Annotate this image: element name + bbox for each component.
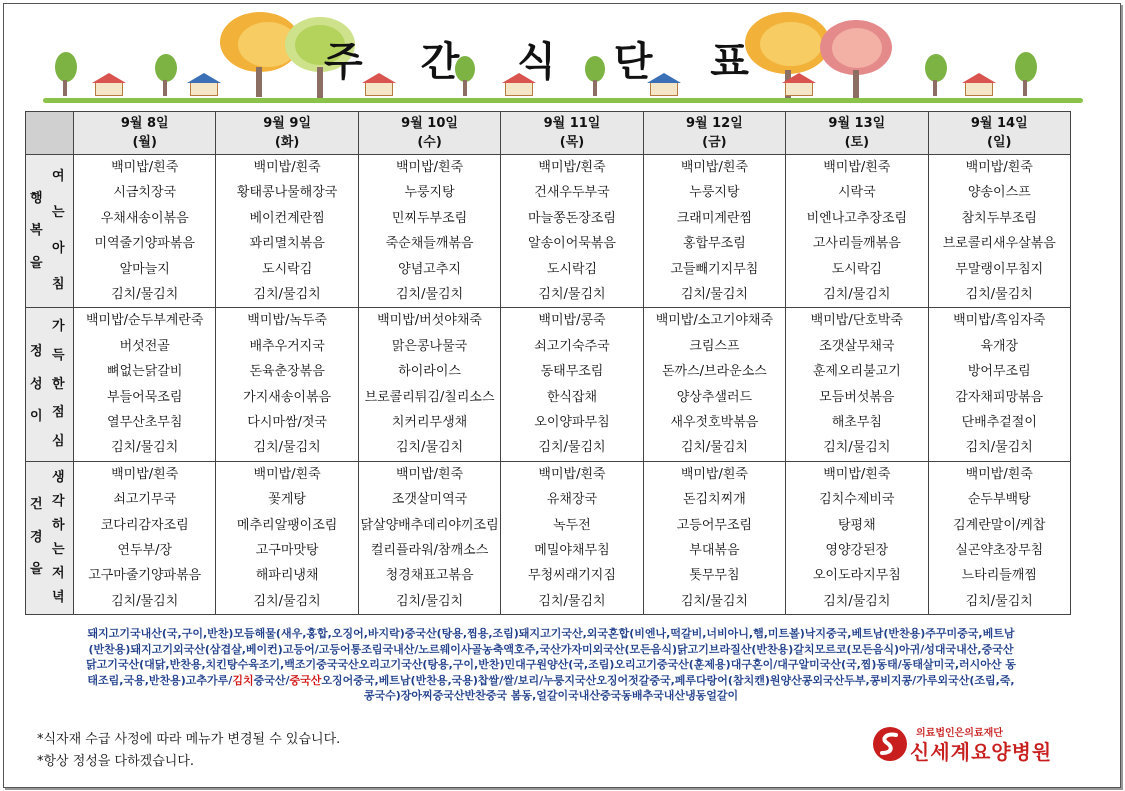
menu-item: 김치/물김치 (253, 593, 321, 609)
day-weekday: (수) (417, 135, 442, 150)
day-date: 9월 13일 (828, 116, 886, 131)
menu-item: 백미밥/소고기야채죽 (655, 313, 774, 329)
ingredient-origin-notes (36, 626, 1066, 704)
meal-label-char: 득 (52, 347, 65, 363)
day-header-row (26, 112, 1071, 155)
menu-item: 김치/물김치 (823, 286, 891, 302)
menu-item: 양념고추지 (398, 261, 461, 277)
menu-item: 청경채표고볶음 (385, 568, 474, 584)
menu-cell (643, 461, 785, 614)
menu-item: 오이양파무침 (534, 414, 610, 430)
menu-item: 백미밥/흰죽 (965, 466, 1033, 482)
meal-label-char: 정 (30, 344, 43, 360)
menu-item: 영양강된장 (825, 542, 889, 558)
meal-label-char: 성 (30, 376, 43, 392)
menu-item: 실곤약초장무침 (955, 542, 1044, 558)
menu-item: 알송이어묵볶음 (528, 236, 616, 252)
menu-item: 백미밥/단호박죽 (810, 313, 903, 329)
menu-item: 백미밥/흰죽 (680, 466, 748, 482)
origin-line: 콩국수)장아찌중국산반찬중국 봄동,얼갈이국내산중국동배추국내산냉동얼갈이 (363, 689, 739, 703)
menu-item: 닭살양배추데리야끼조림 (360, 517, 499, 533)
meal-label-char: 경 (30, 529, 43, 545)
day-header (501, 112, 643, 155)
menu-item: 고들빼기지무침 (670, 261, 759, 277)
menu-cell (216, 308, 358, 461)
menu-item: 고등어무조림 (676, 517, 753, 533)
day-date: 9월 10일 (401, 116, 458, 131)
menu-cell (501, 461, 643, 614)
menu-item: 김치/물김치 (111, 440, 179, 456)
menu-item: 누룽지탕 (689, 185, 740, 201)
origin-line (36, 673, 1066, 689)
menu-item: 크림스프 (689, 338, 740, 354)
menu-item: 방어무조림 (967, 364, 1031, 380)
meal-label-char: 하 (52, 517, 65, 533)
menu-cell (928, 461, 1070, 614)
menu-item: 톳무무침 (689, 568, 740, 584)
menu-cell (928, 308, 1070, 461)
header-banner (25, 12, 1070, 104)
menu-item: 백미밥/흰죽 (965, 160, 1033, 176)
day-header (74, 112, 216, 155)
menu-item: 김치/물김치 (253, 440, 321, 456)
menu-item: 시락국 (837, 185, 876, 201)
menu-item: 고구마맛탕 (255, 542, 319, 558)
menu-item: 백미밥/흰죽 (538, 160, 606, 176)
day-date: 9월 8일 (120, 116, 169, 131)
menu-item: 김치/물김치 (538, 286, 606, 302)
menu-change-notice: *식자재 수급 사정에 따라 메뉴가 변경될 수 있습니다. (37, 732, 341, 747)
menu-item: 홍합무조림 (683, 236, 746, 252)
menu-item: 부들어묵조림 (107, 389, 183, 405)
day-date: 9월 11일 (543, 116, 601, 131)
menu-item: 꽃게탕 (268, 492, 306, 508)
menu-item: 하이라이스 (398, 364, 461, 380)
menu-item: 돈까스/브라운소스 (661, 364, 767, 380)
day-header (928, 112, 1070, 155)
day-date: 9월 12일 (686, 116, 743, 131)
menu-item: 꽈리멸치볶음 (249, 236, 325, 252)
menu-item: 브로콜리새우살볶음 (942, 236, 1056, 252)
origin-text: 중국산/ (253, 673, 290, 687)
menu-item: 김계란말이/케찹 (953, 517, 1046, 533)
foundation-name: 의료법인은의료재단 (916, 728, 1003, 739)
menu-cell (358, 461, 500, 614)
menu-item: 감자채피망볶음 (955, 389, 1044, 405)
menu-item: 베이컨계란찜 (249, 210, 325, 226)
menu-item: 마늘쫑돈장조림 (528, 210, 616, 226)
menu-item: 모듬버섯볶음 (819, 389, 895, 405)
menu-item: 김치/물김치 (111, 286, 179, 302)
menu-item: 쇠고기숙주국 (534, 338, 610, 354)
menu-item: 동태무조림 (540, 364, 604, 380)
menu-item: 열무산초무침 (107, 414, 183, 430)
origin-line: (반찬용)돼지고기외국산(삼겹살,베이컨)고등어/고등어통조림국내산/노르웨이사골농축액호주,국산가자미외국산(모든음식)닭고기브라질산(반찬용)갈치모르코(모든음식)아귀/성대국내산,중국산 (88, 642, 1014, 656)
meal-label-char: 생 (52, 469, 65, 485)
day-header (786, 112, 928, 155)
menu-item: 죽순채들깨볶음 (385, 236, 474, 252)
menu-item: 탕평채 (837, 517, 876, 533)
day-weekday: (화) (274, 135, 300, 150)
meal-row (26, 155, 1071, 308)
menu-item: 우채새송이볶음 (100, 210, 189, 226)
menu-item: 고구마줄기양파볶음 (88, 568, 202, 584)
menu-item: 조갯살무채국 (819, 338, 895, 354)
menu-item: 백미밥/녹두죽 (247, 313, 327, 329)
menu-item: 시금치장국 (113, 185, 177, 201)
menu-cell (501, 308, 643, 461)
menu-item: 뼈없는닭갈비 (107, 364, 183, 380)
menu-item: 조갯살미역국 (391, 492, 468, 508)
menu-cell (74, 461, 216, 614)
meal-label-char: 저 (52, 566, 65, 582)
menu-item: 도시락김 (831, 261, 882, 277)
meal-label-char: 가 (52, 318, 65, 334)
menu-cell (643, 155, 785, 308)
menu-cell (74, 308, 216, 461)
origin-line: 돼지고기국내산(국,구이,반찬)모듬해물(새우,홍합,오징어,바지락)중국산(탕용,찜용,조림)돼지고기국산,외국혼합(비엔나,떡갈비,너비아니,햄,미트볼)낙지중국,베트남(반찬용)주꾸미중국,베트남 (87, 627, 1015, 640)
menu-item: 연두부/장 (117, 542, 173, 558)
meal-label-char: 건 (30, 497, 43, 513)
menu-item: 김치/물김치 (395, 286, 464, 302)
menu-item: 가지새송이볶음 (243, 389, 332, 405)
meal-label (26, 308, 74, 461)
meal-label-char: 점 (52, 405, 65, 421)
menu-item: 건새우두부국 (534, 185, 610, 201)
menu-item: 백미밥/흑임자죽 (953, 313, 1046, 329)
menu-item: 컬리플라워/참깨소스 (370, 542, 489, 558)
menu-item: 오이도라지무침 (812, 568, 901, 584)
hospital-logo (872, 722, 1072, 764)
menu-item: 느타리들깨찜 (961, 568, 1037, 584)
origin-text: 태조림,국용,반찬용)고추가루/ (87, 673, 233, 687)
menu-item: 백미밥/흰죽 (823, 160, 891, 176)
day-weekday: (토) (844, 135, 870, 150)
menu-item: 배추우거지국 (249, 338, 325, 354)
menu-item: 훈제오리불고기 (812, 364, 901, 380)
ground-decoration (43, 98, 1083, 103)
menu-item: 참치두부조림 (961, 210, 1037, 226)
day-weekday: (금) (702, 135, 727, 150)
meal-label-char: 녁 (52, 590, 65, 606)
meal-label-char: 아 (52, 241, 65, 257)
menu-item: 돈육춘장볶음 (249, 364, 325, 380)
menu-cell (358, 308, 500, 461)
menu-cell (358, 155, 500, 308)
meal-label (26, 461, 74, 614)
day-date: 9월 9일 (263, 116, 311, 131)
corner-cell (26, 112, 74, 155)
menu-item: 백미밥/흰죽 (111, 466, 179, 482)
menu-item: 쇠고기무국 (113, 492, 177, 508)
menu-item: 김치/물김치 (680, 286, 748, 302)
meal-label-char: 각 (52, 493, 65, 509)
menu-item: 김치/물김치 (965, 440, 1033, 456)
menu-cell (786, 308, 928, 461)
hospital-name: 신세계요양병원 (910, 740, 1053, 764)
menu-item: 김치/물김치 (823, 440, 891, 456)
meal-label-char: 는 (52, 542, 65, 557)
menu-item: 브로콜리튀김/칠리소스 (364, 389, 495, 405)
menu-item: 누룽지탕 (404, 185, 455, 201)
menu-item: 코다리감자조림 (100, 517, 189, 533)
menu-cell (216, 155, 358, 308)
menu-item: 김치/물김치 (680, 440, 748, 456)
menu-item: 백미밥/흰죽 (538, 466, 606, 482)
menu-item: 백미밥/흰죽 (253, 466, 321, 482)
menu-item: 한식잡채 (546, 389, 598, 405)
menu-cell (501, 155, 643, 308)
menu-item: 백미밥/흰죽 (111, 160, 179, 176)
page-title: 주 간 식 단 표 (324, 39, 771, 85)
day-header (643, 112, 785, 155)
menu-item: 도시락김 (546, 261, 598, 277)
menu-cell (786, 461, 928, 614)
menu-cell (928, 155, 1070, 308)
menu-item: 백미밥/흰죽 (823, 466, 891, 482)
menu-item: 해초무침 (831, 414, 882, 430)
hospital-emblem-icon (872, 726, 908, 762)
menu-item: 버섯전골 (119, 338, 170, 354)
meal-label-char: 심 (52, 434, 65, 450)
menu-item: 양송이스프 (967, 185, 1031, 201)
menu-item: 크래미계란찜 (676, 210, 753, 226)
origin-text: 오징어중국,베트남(반찬용,국용)찹쌀/쌀/보리/누룽지국산오징어젓갈중국,페루다랑어(참치캔)원양산콩외국산두부,콩비지콩/가루외국산(조림,죽, (321, 673, 1015, 687)
menu-item: 다시마쌈/젓국 (247, 414, 327, 430)
menu-item: 김치/물김치 (823, 593, 891, 609)
menu-item: 맑은콩나물국 (391, 338, 468, 354)
meal-label-char: 을 (30, 562, 43, 578)
menu-item: 김치/물김치 (538, 593, 606, 609)
menu-item: 메추리알팽이조림 (236, 517, 338, 533)
menu-item: 백미밥/흰죽 (395, 466, 464, 482)
menu-item: 김치수제비국 (819, 492, 895, 508)
menu-item: 부대볶음 (689, 542, 740, 558)
weekly-menu-table (25, 111, 1071, 615)
menu-item: 단배추겉절이 (961, 414, 1037, 430)
menu-item: 김치/물김치 (395, 593, 464, 609)
meal-label (26, 155, 74, 308)
origin-line: 닭고기국산(대닭,반찬용,치킨탕수육조기,백조기중국국산오리고기국산(탕용,구이,반찬)민대구원양산(국,조림)오리고기중국산(훈제용)대구혼이/대구알미국산(국,찜)동태/동태살미국,러시아산 동 (86, 658, 1016, 672)
menu-cell (74, 155, 216, 308)
day-weekday: (목) (559, 135, 585, 150)
menu-item: 메밀야채무침 (534, 542, 610, 558)
day-header (358, 112, 500, 155)
menu-item: 비엔나고추장조림 (806, 210, 908, 226)
menu-item: 육개장 (980, 338, 1019, 354)
day-weekday: (월) (132, 135, 157, 150)
menu-item: 치커리무생채 (391, 414, 468, 430)
menu-item: 돈김치찌개 (683, 492, 746, 508)
menu-cell (643, 308, 785, 461)
menu-item: 백미밥/흰죽 (680, 160, 748, 176)
menu-item: 양상추샐러드 (676, 389, 753, 405)
sincerity-notice: *항상 정성을 다하겠습니다. (37, 754, 195, 769)
meal-label-char: 을 (30, 255, 43, 271)
menu-item: 김치/물김치 (965, 593, 1033, 609)
menu-cell (216, 461, 358, 614)
menu-item: 새우젓호박볶음 (670, 414, 759, 430)
menu-item: 김치/물김치 (395, 440, 464, 456)
menu-item: 백미밥/버섯야채죽 (377, 313, 482, 329)
menu-item: 순두부백탕 (967, 492, 1031, 508)
meal-row (26, 308, 1071, 461)
meal-label-char: 여 (52, 169, 65, 185)
menu-item: 김치/물김치 (253, 286, 321, 302)
menu-item: 백미밥/순두부계란죽 (86, 313, 204, 329)
menu-item: 황태콩나물해장국 (236, 185, 338, 201)
meal-label-char: 이 (30, 409, 43, 425)
meal-label-char: 침 (52, 277, 65, 293)
menu-item: 민찌두부조림 (391, 210, 468, 226)
menu-item: 알마늘지 (119, 261, 170, 277)
day-header (216, 112, 358, 155)
meal-label-char: 는 (52, 205, 65, 221)
menu-item: 녹두전 (553, 517, 591, 533)
origin-highlight: 중국산 (289, 673, 322, 687)
meal-row (26, 461, 1071, 614)
menu-item: 미역줄기양파볶음 (94, 236, 195, 252)
menu-item: 백미밥/콩죽 (538, 313, 606, 329)
meal-label-char: 복 (30, 223, 43, 239)
day-date: 9월 14일 (970, 116, 1028, 131)
menu-item: 도시락김 (262, 261, 313, 277)
menu-item: 김치/물김치 (680, 593, 748, 609)
menu-item: 무청씨래기지짐 (528, 568, 616, 584)
menu-item: 무말랭이무침지 (955, 261, 1044, 277)
menu-item: 김치/물김치 (965, 286, 1033, 302)
meal-label-char: 행 (30, 190, 43, 206)
menu-item: 고사리들깨볶음 (812, 236, 901, 252)
menu-item: 해파리냉채 (255, 568, 319, 584)
menu-item: 김치/물김치 (538, 440, 606, 456)
menu-item: 유채장국 (546, 492, 598, 508)
menu-item: 백미밥/흰죽 (253, 160, 321, 176)
origin-highlight: 김치 (232, 673, 254, 687)
day-weekday: (일) (987, 135, 1012, 150)
menu-item: 김치/물김치 (111, 593, 179, 609)
menu-cell (786, 155, 928, 308)
meal-label-char: 한 (52, 376, 65, 392)
menu-item: 백미밥/흰죽 (395, 160, 464, 176)
